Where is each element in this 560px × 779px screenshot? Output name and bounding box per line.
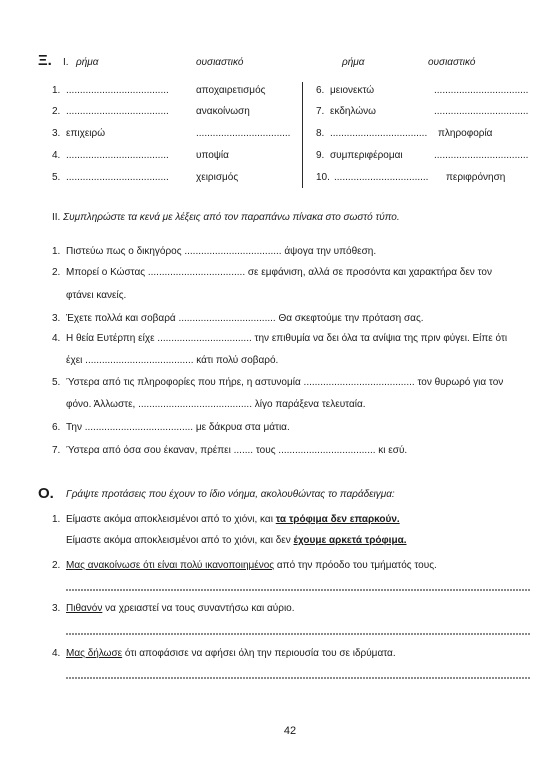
underlined-phrase: Μας ανακοίνωσε ότι είναι πολύ ικανοποιημένος [66,560,275,571]
example-sentence [52,514,400,526]
row-number: 9. [316,150,325,161]
item-number: 3. [52,313,61,324]
underlined-phrase: Μας δήλωσε [66,648,123,659]
row-number: 6. [316,85,325,96]
row-number: 2. [52,106,61,117]
item-continuation: φόνο. Άλλωστε, ......................................... λίγο παράξενα τελευταία. [66,399,366,410]
item-text: Ύστερα από όσα σου έκαναν, πρέπει ....... τους ................................... κι εσύ. [66,445,408,456]
item-number: 3. [52,603,61,614]
row-number: 3. [52,128,61,139]
part-label: I. [63,57,69,68]
item-number: 4. [52,333,61,344]
item-text: Πιστεύω πως ο δικηγόρος ................................... άψογα την υπόθεση. [66,246,377,257]
row-number: 10. [316,172,330,183]
item-continuation: έχει ....................................... κάτι πολύ σοβαρό. [66,355,279,366]
noun-cell: .................................. [434,106,529,117]
table-header-row [0,57,560,69]
section-ii-heading [52,212,400,224]
verb-cell: συμπεριφέρομαι [330,150,403,161]
noun-cell: .................................. [434,85,529,96]
table-row [0,150,560,162]
exercise-item [52,377,503,389]
item-text: Έχετε πολλά και σοβαρά ................................... Θα σκεφτούμε την πρόταση σας. [66,313,424,324]
noun-cell: ανακοίνωση [196,106,250,117]
exercise-item [52,560,437,572]
verb-cell: ..................................... [66,172,169,183]
exercise-item [52,603,295,615]
exercise-item [52,648,396,660]
example-emphasis: έχουμε αρκετά τρόφιμα. [293,535,407,546]
row-number: 7. [316,106,325,117]
table-row [0,172,560,184]
section-ii-label: II. [52,212,61,223]
exercise-item [52,246,376,258]
exercise-item [52,313,424,325]
table-row [0,106,560,118]
noun-cell: υποψία [196,150,229,161]
row-number: 8. [316,128,325,139]
section-ii-instruction: Συμπληρώστε τα κενά με λέξεις από τον παραπάνω πίνακα στο σωστό τύπο. [63,212,400,223]
item-text: Μπορεί ο Κώστας ................................... σε εμφάνιση, αλλά σε προσόντα και χαρακτήρα δεν τον [66,267,492,278]
exercise-item [52,267,492,279]
item-number: 6. [52,422,61,433]
item-text: Ύστερα από τις πληροφορίες που πήρε, η αστυνομία ........................................ τον θυρωρό για τον [66,377,504,388]
noun-cell: πληροφορία [438,128,493,139]
exercise-item [52,445,407,457]
noun-cell: .................................. [196,128,291,139]
item-number: 1. [52,246,61,257]
noun-cell: περιφρόνηση [446,172,506,183]
verb-cell: ..................................... [66,106,169,117]
example-answer [66,535,407,547]
example-emphasis: τα τρόφιμα δεν επαρκούν. [275,514,400,525]
item-number: 4. [52,648,61,659]
row-number: 4. [52,150,61,161]
row-number: 1. [52,85,61,96]
noun-cell: χειρισμός [196,172,239,183]
page-number: 42 [283,725,297,737]
verb-cell: εκδηλώνω [330,106,376,117]
item-number: 7. [52,445,61,456]
table-row [0,85,560,97]
header-noun-right: ουσιαστικό [428,57,476,68]
noun-cell: αποχαιρετισμός [196,85,266,96]
underlined-phrase: Πιθανόν [66,603,103,614]
header-verb-right: ρήμα [342,57,365,68]
table-row [0,128,560,140]
item-text: Η θεία Ευτέρπη είχε .................................. την επιθυμία να δει όλα τα ανίψια της πριν φύγει. Είπε ότι [66,333,508,344]
section-xi-letter: Ξ. [38,52,52,69]
exercise-item [52,422,290,434]
item-text: ότι αποφάσισε να αφήσει όλη την περιουσία του σε ιδρύματα. [122,648,396,659]
example-plain-text: Είμαστε ακόμα αποκλεισμένοι από το χιόνι, και δεν [66,535,294,546]
verb-cell: .................................. [334,172,429,183]
answer-dotted-line [66,677,530,679]
item-text: Την ....................................... με δάκρυα στα μάτια. [66,422,290,433]
item-number: 5. [52,377,61,388]
item-number: 2. [52,267,61,278]
header-noun-left: ουσιαστικό [196,57,244,68]
item-continuation: φτάνει κανείς. [66,290,127,301]
verb-cell: επιχειρώ [66,128,106,139]
item-text: να χρειαστεί να τους συναντήσω και αύριο. [102,603,295,614]
item-number: 1. [52,514,61,525]
item-text: από την πρόοδο του τμήματός τους. [274,560,437,571]
example-plain-text: Είμαστε ακόμα αποκλεισμένοι από το χιόνι, και [66,514,276,525]
answer-dotted-line [66,589,530,591]
row-number: 5. [52,172,61,183]
verb-cell: μειονεκτώ [330,85,375,96]
verb-cell: ..................................... [66,150,169,161]
exercise-item [52,333,507,345]
header-verb-left: ρήμα [76,57,99,68]
noun-cell: .................................. [434,150,529,161]
verb-cell: ................................... [330,128,428,139]
section-o-instruction: Γράψτε προτάσεις που έχουν το ίδιο νόημα, ακολουθώντας το παράδειγμα: [66,489,395,500]
answer-dotted-line [66,633,530,635]
item-number: 2. [52,560,61,571]
verb-cell: ..................................... [66,85,169,96]
section-o-letter: Ο. [38,485,54,502]
